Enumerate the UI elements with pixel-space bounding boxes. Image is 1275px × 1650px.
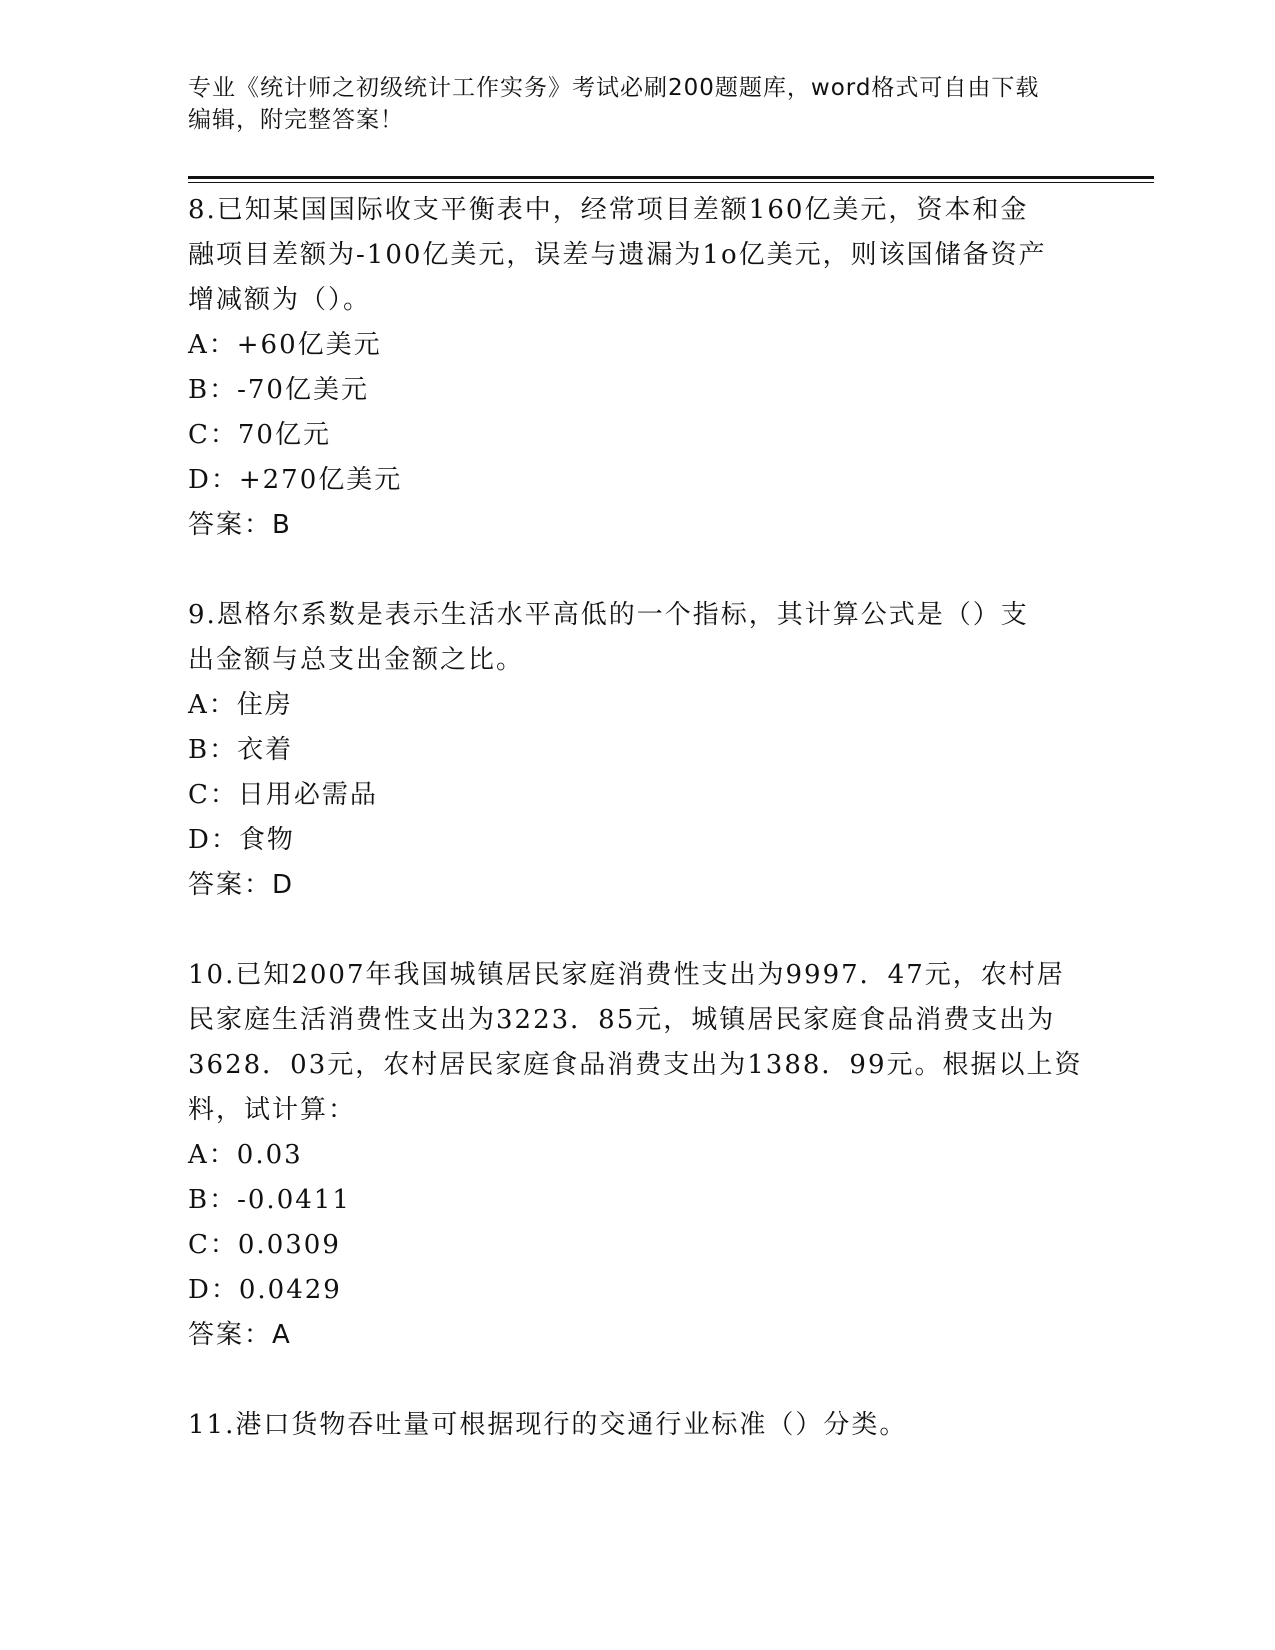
question-8	[188, 188, 1088, 548]
stem-line: 3628．03元，农村居民家庭食品消费支出为1388．99元。根据以上资	[188, 1050, 1083, 1080]
header-divider-thick	[188, 176, 1154, 179]
option-d: D：食物	[188, 825, 295, 855]
option-c: C：日用必需品	[188, 780, 378, 810]
stem-line: 民家庭生活消费性支出为3223．85元，城镇居民家庭食品消费支出为	[188, 1005, 1056, 1035]
option-a: A：0.03	[188, 1140, 303, 1170]
option-b: B：-70亿美元	[188, 375, 369, 405]
stem-line: 融项目差额为-100亿美元，误差与遗漏为1o亿美元，则该国储备资产	[188, 240, 1047, 270]
answer-line: 答案：A	[188, 1320, 292, 1350]
option-d: D：+270亿美元	[188, 465, 403, 495]
option-a: A：+60亿美元	[188, 330, 382, 360]
stem-line: 11.港口货物吞吐量可根据现行的交通行业标准（）分类。	[188, 1410, 908, 1440]
question-stem	[188, 953, 1088, 1133]
question-10	[188, 953, 1088, 1358]
stem-line: 料，试计算：	[188, 1095, 357, 1125]
header-line-2: 编辑，附完整答案！	[188, 107, 404, 133]
option-a: A：住房	[188, 690, 293, 720]
question-list	[188, 188, 1088, 1448]
option-b: B：衣着	[188, 735, 294, 765]
question-11	[188, 1403, 1088, 1448]
answer-line: 答案：D	[188, 870, 295, 900]
stem-line: 出金额与总支出金额之比。	[188, 645, 525, 675]
answer-line: 答案：B	[188, 510, 292, 540]
document-header	[188, 72, 1088, 136]
stem-line: 9.恩格尔系数是表示生活水平高低的一个指标，其计算公式是（）支	[188, 600, 1029, 630]
option-c: C：70亿元	[188, 420, 331, 450]
header-line-1: 专业《统计师之初级统计工作实务》考试必刷200题题库，word格式可自由下载	[188, 75, 1040, 101]
stem-line: 增减额为（）。	[188, 285, 372, 315]
stem-line: 10.已知2007年我国城镇居民家庭消费性支出为9997．47元，农村居	[188, 960, 1065, 990]
option-d: D：0.0429	[188, 1275, 342, 1305]
stem-line: 8.已知某国国际收支平衡表中，经常项目差额160亿美元，资本和金	[188, 195, 1029, 225]
question-stem	[188, 1403, 1088, 1448]
option-c: C：0.0309	[188, 1230, 341, 1260]
header-divider-thin	[188, 182, 1154, 183]
question-stem	[188, 188, 1088, 323]
option-b: B：-0.0411	[188, 1185, 351, 1215]
question-9	[188, 593, 1088, 908]
question-stem	[188, 593, 1088, 683]
